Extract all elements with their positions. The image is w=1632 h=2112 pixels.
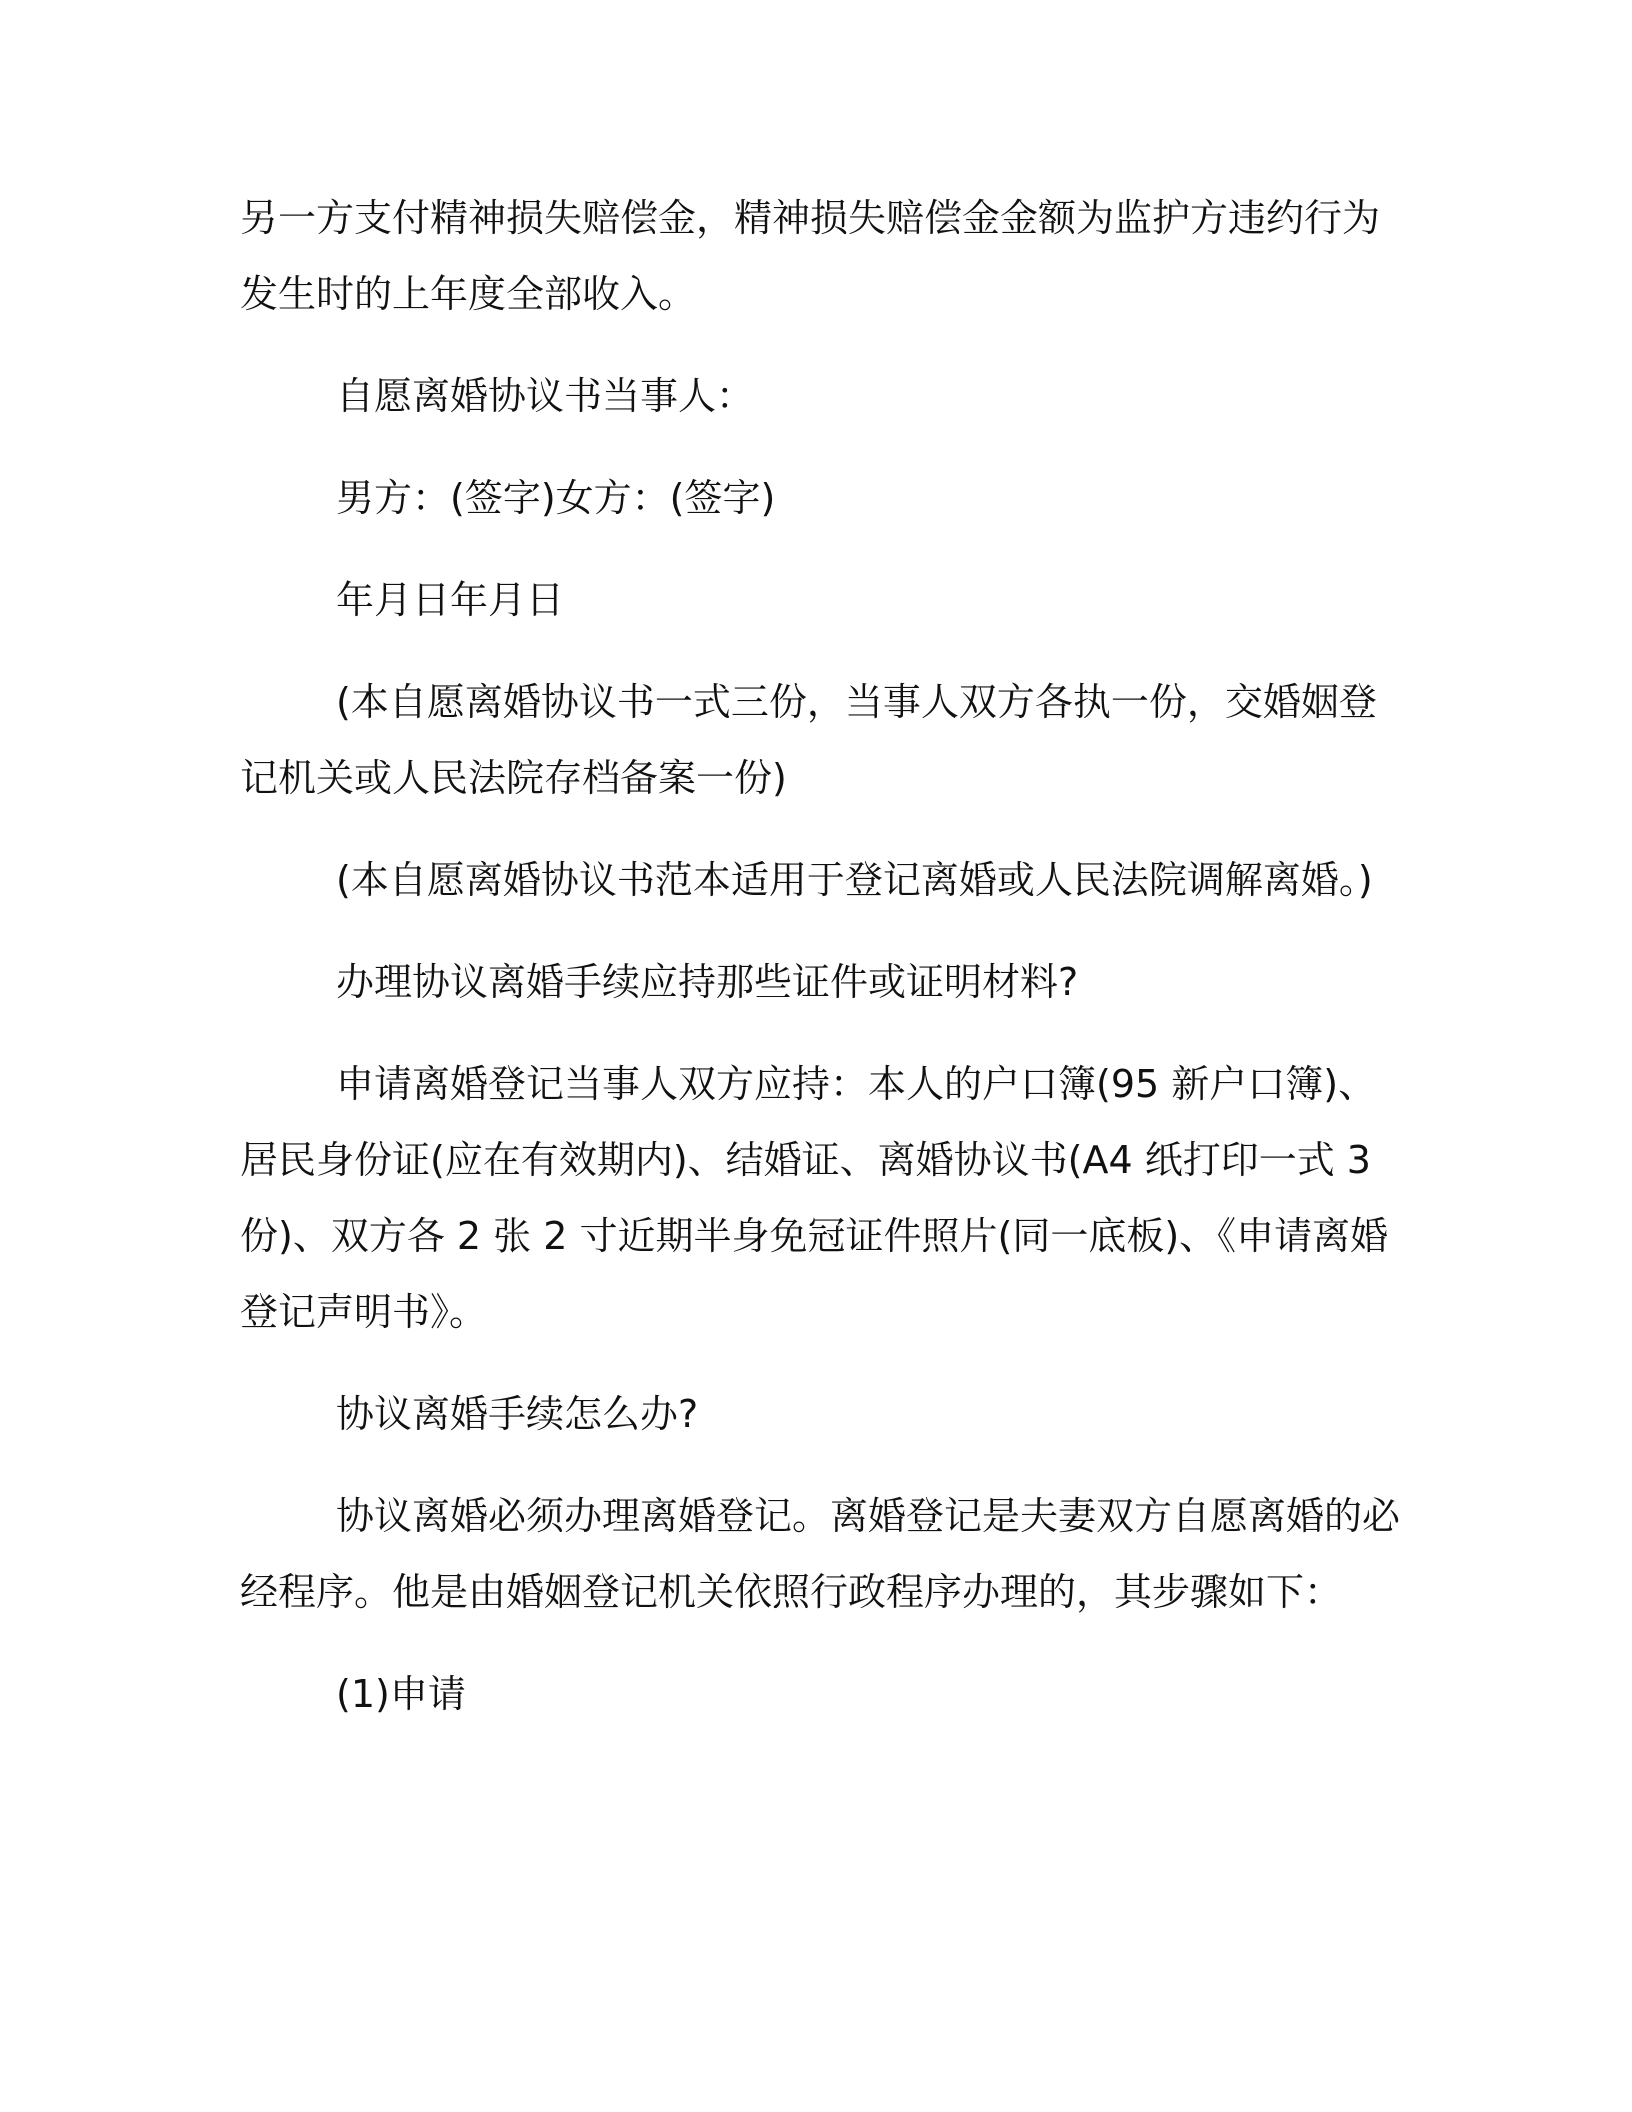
paragraph-dates: 年月日年月日 — [336, 578, 565, 622]
paragraph-step-apply: (1)申请 — [336, 1672, 466, 1716]
document-body — [240, 180, 1400, 1758]
paragraph-procedure-question: 协议离婚手续怎么办? — [336, 1392, 699, 1436]
paragraph-signatures: 男方：(签字)女方：(签字) — [336, 476, 776, 520]
paragraph-documents-list: 申请离婚登记当事人双方应持：本人的户口簿(95 新户口簿)、居民身份证(应在有效期内)、结婚证、离婚协议书(A4 纸打印一式 3 份)、双方各 2 张 2 寸近期半身免冠证件照片(同一底板)、《申请离婚登记声明书》。 — [240, 1062, 1389, 1334]
paragraph-copies-note: (本自愿离婚协议书一式三份，当事人双方各执一份，交婚姻登记机关或人民法院存档备案一份) — [240, 680, 1377, 800]
paragraph-parties-heading: 自愿离婚协议书当事人： — [336, 374, 755, 418]
paragraph-procedure-description: 协议离婚必须办理离婚登记。离婚登记是夫妻双方自愿离婚的必经程序。他是由婚姻登记机关依照行政程序办理的，其步骤如下： — [240, 1494, 1401, 1614]
paragraph-compensation: 另一方支付精神损失赔偿金，精神损失赔偿金金额为监护方违约行为发生时的上年度全部收入。 — [240, 196, 1381, 316]
paragraph-scope-note: (本自愿离婚协议书范本适用于登记离婚或人民法院调解离婚。) — [336, 858, 1373, 902]
paragraph-documents-question: 办理协议离婚手续应持那些证件或证明材料? — [336, 960, 1079, 1004]
